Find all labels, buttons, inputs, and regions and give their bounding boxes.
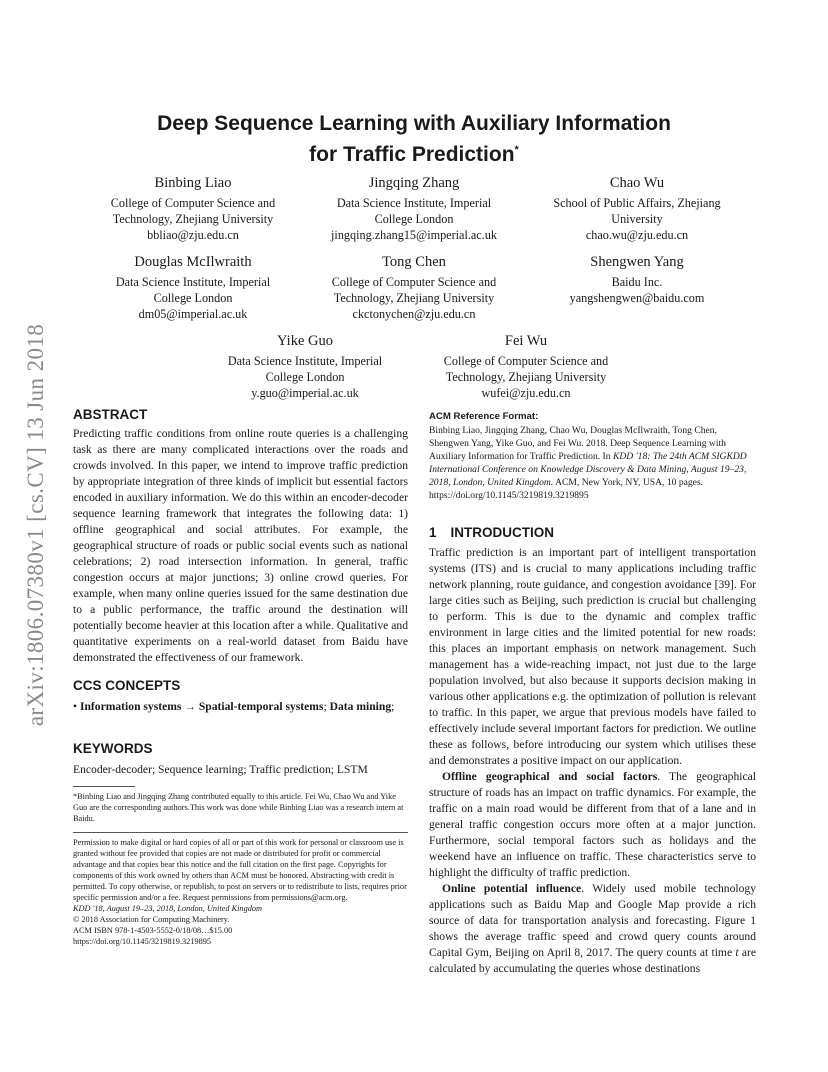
author-affiliation: College of Computer Science and xyxy=(331,275,497,289)
acm-reference-section xyxy=(429,411,756,502)
isbn-line: ACM ISBN 978-1-4503-5552-0/18/08…$15.00 xyxy=(73,926,233,935)
author-affiliation: Technology, Zhejiang University xyxy=(333,291,495,305)
author-block xyxy=(512,174,762,243)
footnote-section xyxy=(73,791,408,824)
acm-reference-heading: ACM Reference Format: xyxy=(429,411,539,422)
ccs-text xyxy=(73,699,408,715)
paragraph-lead: Online potential influence xyxy=(442,882,582,895)
paper-title xyxy=(60,110,768,168)
introduction-heading xyxy=(429,525,756,540)
author-affiliation: College of Computer Science and xyxy=(443,354,609,368)
math-variable: t xyxy=(735,946,739,959)
author-affiliation: College of Computer Science and xyxy=(110,196,276,210)
author-affiliation: Technology, Zhejiang University xyxy=(112,212,274,226)
copyright-line: © 2018 Association for Computing Machinery. xyxy=(73,915,230,924)
intro-paragraph xyxy=(429,769,756,881)
acm-reference-venue: KDD '18: The 24th ACM SIGKDD International Conference on Knowledge Discovery & Data Mining, August 19–23, 2018, London, United Kingdom. xyxy=(429,451,747,488)
footnote-rule xyxy=(73,786,135,787)
author-name: Tong Chen xyxy=(382,254,446,270)
acm-reference-authors: Binbing Liao, Jingqing Zhang, Chao Wu, Douglas McIlwraith, Tong Chen, Shengwen Yang, Yike Guo, and Fei Wu. 2018. Deep Sequence Learning with Auxiliary Information for Traffic Prediction. In xyxy=(429,425,726,462)
author-block xyxy=(68,174,318,243)
author-affiliation: Data Science Institute, Imperial xyxy=(336,196,492,210)
paragraph-body: . Widely used mobile technology applications such as Baidu Map and Google Map provide a rich source of data for transportation analysis and forecasting. Figure 1 shows the average traffic speed and crowd query counts around Capital Gym, Beijing on April 8, 2017. The query counts at time xyxy=(429,882,756,959)
author-email: dm05@imperial.ac.uk xyxy=(138,307,248,321)
author-email: wufei@zju.edu.cn xyxy=(481,386,571,400)
section-number: 1 xyxy=(429,525,437,540)
acm-reference-tail: ACM, New York, NY, USA, 10 pages. https://doi.org/10.1145/3219819.3219895 xyxy=(429,477,704,501)
acm-reference-text xyxy=(429,424,756,502)
abstract-heading: ABSTRACT xyxy=(73,407,148,422)
ccs-end: ; xyxy=(391,700,395,713)
conference-line: KDD '18, August 19–23, 2018, London, United Kingdom xyxy=(73,904,263,913)
author-name: Shengwen Yang xyxy=(590,254,684,270)
author-affiliation: Technology, Zhejiang University xyxy=(445,370,607,384)
author-block xyxy=(289,253,539,322)
intro-paragraph: Traffic prediction is an important part of intelligent transportation systems (ITS) and is crucial to many applications including traffic network planning, route guidance, and congestion avoidance [39]. For large cities such as Beijing, such prediction is crucial but challenging to perform. This is due to the dynamic and complex traffic environment in large cities and the limited potential for new roads: this places an important emphasis on network management. Such management has a wide-reaching impact, not just due to the large population involved, but also because it supports decision making in various other applications e.g. the optimization of pollution is relevant to traffic. In this paper, we argue that previous models have failed to effectively include several important factors for prediction. We outline these as follows, before introducing our system which utilises these and demonstrates a positive impact on our application. xyxy=(429,546,756,767)
title-line-2: for Traffic Prediction xyxy=(309,143,515,166)
author-affiliation: College London xyxy=(265,370,345,384)
title-footnote-mark: * xyxy=(514,144,519,156)
author-block xyxy=(401,332,651,401)
ccs-bullet: • xyxy=(73,700,78,713)
arxiv-sidebar xyxy=(18,290,54,760)
title-line-1: Deep Sequence Learning with Auxiliary Information xyxy=(157,112,671,135)
author-email: ckctonychen@zju.edu.cn xyxy=(352,307,476,321)
author-name: Yike Guo xyxy=(277,333,333,349)
intro-paragraph xyxy=(429,881,756,977)
section-title: INTRODUCTION xyxy=(450,525,555,540)
ccs-heading: CCS CONCEPTS xyxy=(73,678,181,693)
keywords-heading: KEYWORDS xyxy=(73,741,153,756)
author-name: Fei Wu xyxy=(504,333,548,349)
ccs-item: Information systems xyxy=(79,700,182,713)
author-affiliation: Data Science Institute, Imperial xyxy=(115,275,271,289)
author-name: Jingqing Zhang xyxy=(368,175,460,191)
author-email: y.guo@imperial.ac.uk xyxy=(251,386,359,400)
author-block xyxy=(180,332,430,401)
author-affiliation: College London xyxy=(374,212,454,226)
author-name: Binbing Liao xyxy=(154,175,232,191)
ccs-item: Data mining xyxy=(329,700,392,713)
author-affiliation: School of Public Affairs, Zhejiang xyxy=(553,196,721,210)
permission-section xyxy=(73,837,408,947)
author-name: Chao Wu xyxy=(609,175,665,191)
ccs-arrow: → xyxy=(184,700,196,713)
permission-text: Permission to make digital or hard copies of all or part of this work for personal or classroom use is granted without fee provided that copies are not made or distributed for profit or commercial advantage and that copies bear this notice and the full citation on the first page. Copyrights for components of this work owned by others than ACM must be honored. Abstracting with credit is permitted. To copy otherwise, or republish, to post on servers or to redistribute to lists, requires prior specific permission and/or a fee. Request permissions from permissions@acm.org. xyxy=(73,838,407,902)
ccs-item: Spatial-temporal systems xyxy=(198,700,324,713)
author-name: Douglas McIlwraith xyxy=(134,254,252,270)
author-email: jingqing.zhang15@imperial.ac.uk xyxy=(331,228,497,242)
keywords-text: Encoder-decoder; Sequence learning; Traffic prediction; LSTM xyxy=(73,763,368,776)
paragraph-lead: Offline geographical and social factors xyxy=(442,770,658,783)
author-affiliation: Baidu Inc. xyxy=(611,275,663,289)
arxiv-identifier: arXiv:1806.07380v1 [cs.CV] 13 Jun 2018 xyxy=(23,323,48,727)
keywords-section xyxy=(73,741,408,778)
introduction-section xyxy=(429,525,756,977)
paragraph-body: are calculated by accumulating the queries whose destinations xyxy=(429,946,756,975)
ccs-separator: ; xyxy=(323,700,327,713)
ccs-section xyxy=(73,678,408,715)
author-affiliation: College London xyxy=(153,291,233,305)
abstract-section xyxy=(73,407,408,666)
permission-rule xyxy=(73,832,408,833)
author-email: bbliao@zju.edu.cn xyxy=(147,228,239,242)
author-block xyxy=(289,174,539,243)
author-block xyxy=(68,253,318,322)
author-block xyxy=(512,253,762,306)
author-email: yangshengwen@baidu.com xyxy=(569,291,705,305)
footnote-text: *Binbing Liao and Jingqing Zhang contributed equally to this article. Fei Wu, Chao Wu and Yike Guo are the corresponding authors.This work was done while Binbing Liao was a research intern at Baidu. xyxy=(73,792,404,823)
abstract-text: Predicting traffic conditions from online route queries is a challenging task as there are many complicated interactions over the roads and crowds involved. In this paper, we intend to improve traffic prediction by appropriate integration of three kinds of implicit but essential factors encoded in auxiliary information. We do this within an encoder-decoder sequence learning framework that integrates the following data: 1) offline geographical and social attributes. For example, the geographical structure of roads or public social events such as national celebrations; 2) road intersection information. In general, traffic congestion occurs at major junctions; 3) online crowd queries. For example, when many online queries issued for the same destination due to a public performance, the traffic around the destination will potentially become heavier at this location after a while. Qualitative and quantitative experiments on a real-world dataset from Baidu have demonstrated the effectiveness of our framework. xyxy=(73,427,408,664)
doi-line: https://doi.org/10.1145/3219819.3219895 xyxy=(73,937,212,946)
author-affiliation: University xyxy=(611,212,663,226)
paragraph-body: . The geographical structure of roads has an impact on traffic dynamics. For example, the traffic on a main road would be different from that of a lane and in general traffic congestion occurs more often at a major junction. Furthermore, social temporal factors such as holidays and the weekend have an influence on traffic. These characteristics serve to highlight the difficulty of traffic prediction. xyxy=(429,770,756,879)
author-affiliation: Data Science Institute, Imperial xyxy=(227,354,383,368)
author-email: chao.wu@zju.edu.cn xyxy=(585,228,689,242)
